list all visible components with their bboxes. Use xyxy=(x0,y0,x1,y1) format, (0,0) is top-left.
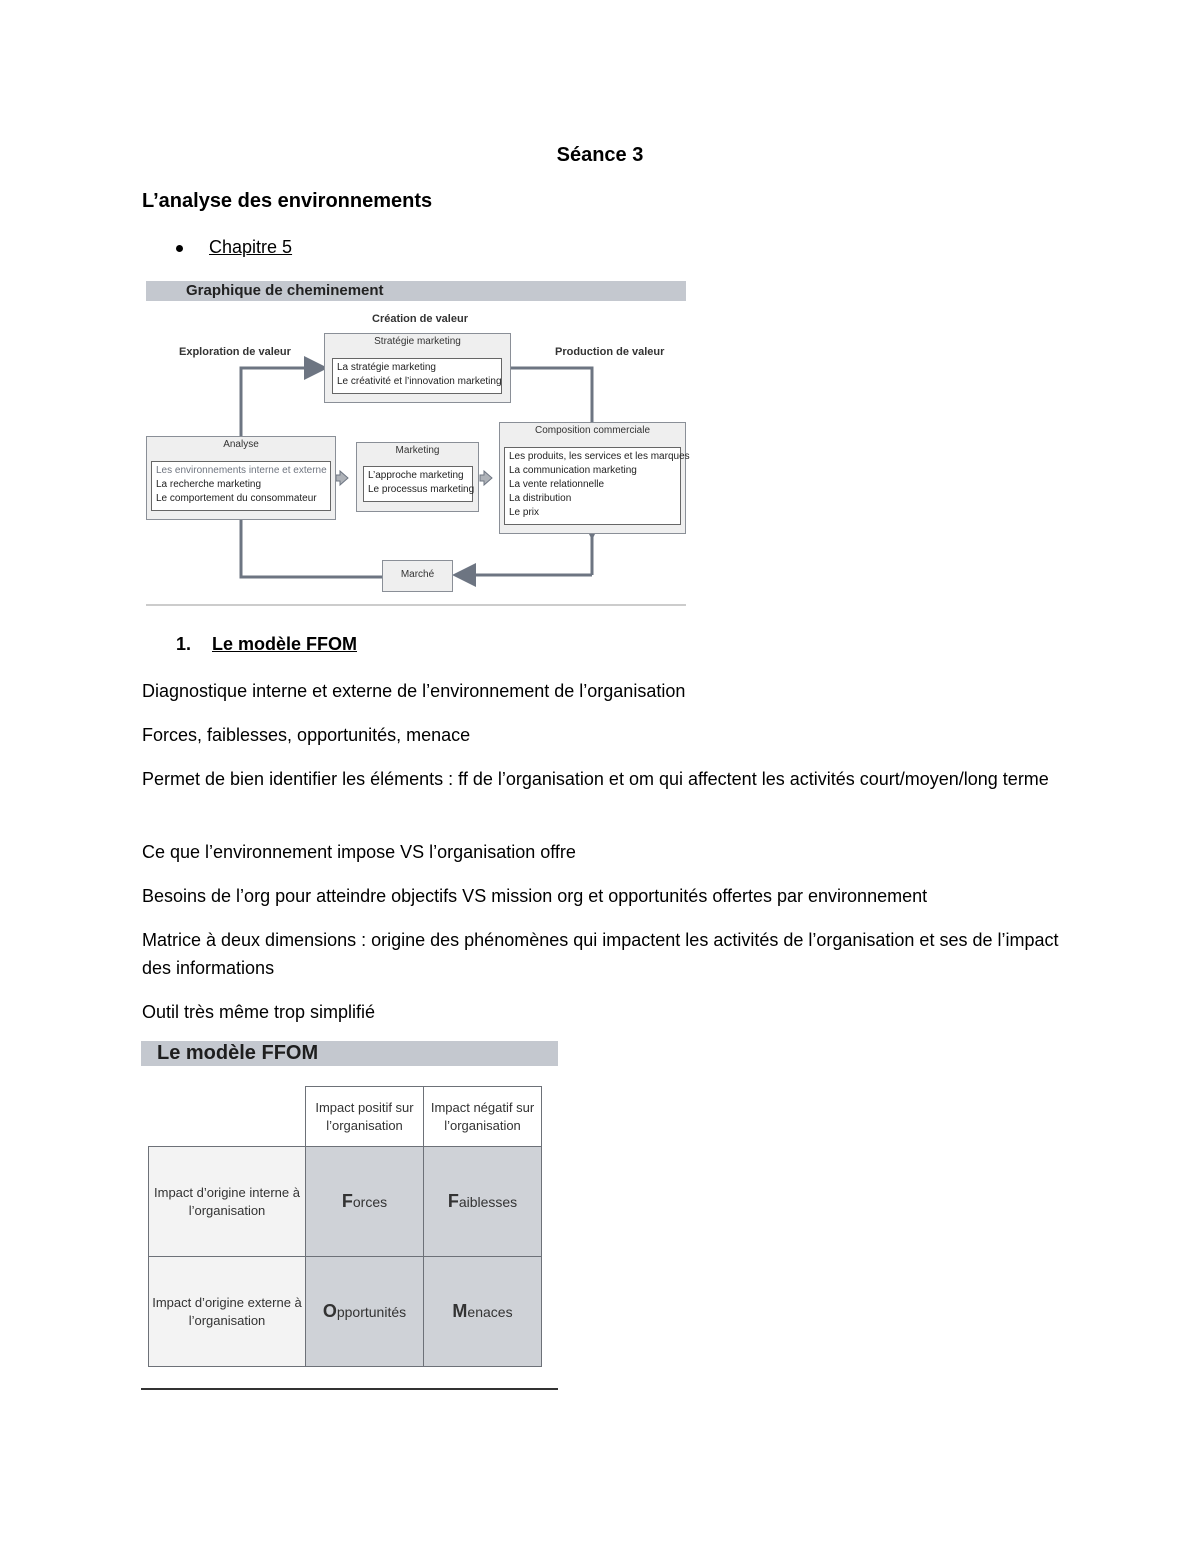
box-title: Stratégie marketing xyxy=(374,336,461,347)
paragraph: Matrice à deux dimensions : origine des phénomènes qui impactent les activités de l’organisation et ses de l’impact des informations xyxy=(142,930,1059,978)
flow-chart-figure xyxy=(146,281,690,611)
figure-divider xyxy=(141,1388,558,1390)
item: Le prix xyxy=(509,507,540,518)
col-header-negative: Impact négatif sur l’organisation xyxy=(424,1087,542,1147)
box-items xyxy=(151,461,331,511)
page-title: Séance 3 xyxy=(556,144,644,166)
ffom-matrix xyxy=(148,1086,542,1367)
label-exploration-de-valeur: Exploration de valeur xyxy=(179,346,291,358)
item: Le comportement du consommateur xyxy=(156,493,317,504)
cell-rest: pportunités xyxy=(336,1304,407,1320)
item: Le créativité et l’innovation marketing xyxy=(337,376,502,387)
box-title: Analyse xyxy=(223,439,259,450)
cell-opportunites xyxy=(306,1257,424,1367)
cell-initial: F xyxy=(341,1191,353,1211)
list-label: Le modèle FFOM xyxy=(212,634,358,654)
paragraph: Ce que l’environnement impose VS l’organisation offre xyxy=(142,842,576,862)
box-marketing xyxy=(356,442,479,512)
cell-initial: F xyxy=(447,1191,459,1211)
bullet-list-item xyxy=(176,237,292,258)
box-items xyxy=(363,466,473,502)
row-header-internal: Impact d’origine interne à l’organisation xyxy=(149,1147,306,1257)
paragraph: Permet de bien identifier les éléments : ff de l’organisation et om qui affectent les activités court/moyen/long terme xyxy=(142,769,1049,789)
item: L’approche marketing xyxy=(368,470,464,481)
cell-initial: M xyxy=(452,1301,468,1321)
cell-rest: enaces xyxy=(467,1304,513,1320)
col-header-positive: Impact positif sur l’organisation xyxy=(306,1087,424,1147)
paragraph: Diagnostique interne et externe de l’environnement de l’organisation xyxy=(142,681,686,701)
cell-faiblesses xyxy=(424,1147,542,1257)
box-composition-commerciale xyxy=(499,422,690,534)
paragraph: Forces, faiblesses, opportunités, menace xyxy=(142,725,471,745)
label-creation-de-valeur: Création de valeur xyxy=(372,313,468,325)
item: Les produits, les services et les marques xyxy=(509,451,690,462)
cell-menaces xyxy=(424,1257,542,1367)
box-title: Marché xyxy=(400,569,435,580)
bullet-icon xyxy=(176,245,183,252)
connector-exploration xyxy=(241,368,322,436)
arrow-to-analyse xyxy=(336,471,348,485)
connector-analyse-marche xyxy=(241,519,382,577)
flow-chart-banner-text: Graphique de cheminement xyxy=(186,282,384,299)
ffom-banner-text: Le modèle FFOM xyxy=(157,1042,319,1064)
list-number: 1. xyxy=(176,634,192,654)
paragraph: Besoins de l’org pour atteindre objectifs VS mission org et opportunités offertes par environnement xyxy=(142,886,928,906)
box-strategie-marketing xyxy=(324,333,511,403)
figure-divider xyxy=(146,604,686,606)
item: La distribution xyxy=(509,493,572,504)
cell-rest: aiblesses xyxy=(458,1194,518,1210)
paragraph: Outil très même trop simplifié xyxy=(142,1002,376,1022)
box-title: Composition commerciale xyxy=(534,425,651,436)
matrix-corner xyxy=(149,1087,306,1147)
cell-forces xyxy=(306,1147,424,1257)
item: Le processus marketing xyxy=(368,484,475,495)
bullet-text: Chapitre 5 xyxy=(209,237,293,257)
section-heading: L’analyse des environnements xyxy=(142,190,433,212)
item: Les environnements interne et externe xyxy=(156,465,327,476)
arrow-to-composition xyxy=(480,471,492,485)
ffom-banner xyxy=(141,1041,558,1066)
cell-rest: orces xyxy=(352,1194,388,1210)
item: La vente relationnelle xyxy=(509,479,605,490)
numbered-list-item xyxy=(176,634,357,655)
box-marche xyxy=(382,560,453,592)
label-production-de-valeur: Production de valeur xyxy=(555,346,665,358)
item: La recherche marketing xyxy=(156,479,262,490)
connector-production xyxy=(510,368,592,422)
box-items xyxy=(504,447,690,525)
cell-initial: O xyxy=(322,1301,337,1321)
ffom-matrix-figure xyxy=(141,1041,558,1391)
box-title: Marketing xyxy=(395,445,440,456)
box-analyse xyxy=(146,436,336,520)
item: La communication marketing xyxy=(509,465,637,476)
item: La stratégie marketing xyxy=(337,362,436,373)
box-items xyxy=(332,358,502,394)
row-header-external: Impact d’origine externe à l’organisation xyxy=(149,1257,306,1367)
